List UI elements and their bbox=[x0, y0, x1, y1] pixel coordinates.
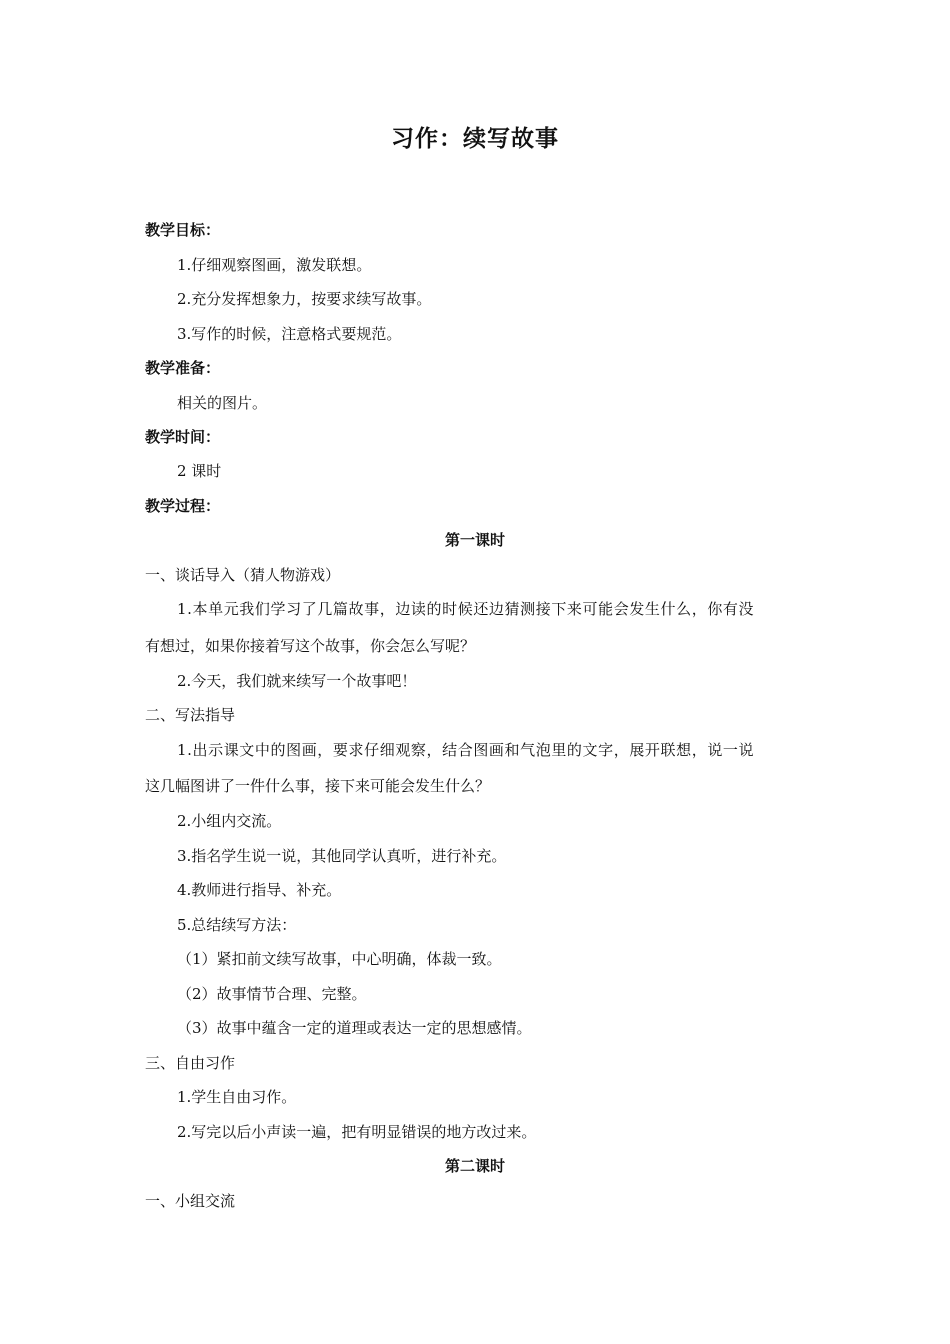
paragraph-line: 1.出示课文中的图画，要求仔细观察，结合图画和气泡里的文字，展开联想，说一说 bbox=[177, 741, 755, 759]
document-title: 习作：续写故事 bbox=[391, 126, 559, 152]
preparation-text: 相关的图片。 bbox=[177, 394, 268, 412]
paragraph-line: 4.教师进行指导、补充。 bbox=[177, 881, 342, 899]
section-heading: 三、自由习作 bbox=[145, 1054, 236, 1072]
preparation-heading: 教学准备： bbox=[145, 359, 221, 377]
section-heading: 一、小组交流 bbox=[145, 1192, 236, 1210]
paragraph-line: 1.本单元我们学习了几篇故事，边读的时候还边猜测接下来可能会发生什么，你有没 bbox=[177, 600, 755, 618]
time-heading: 教学时间： bbox=[145, 428, 221, 446]
paragraph-line: 2.今天，我们就来续写一个故事吧！ bbox=[177, 672, 417, 690]
method-item: （1）紧扣前文续写故事，中心明确，体裁一致。 bbox=[177, 950, 502, 968]
paragraph-line: 2.小组内交流。 bbox=[177, 812, 282, 830]
time-text: 2 课时 bbox=[177, 462, 222, 480]
lesson-1-heading: 第一课时 bbox=[444, 531, 505, 549]
objective-item: 1.仔细观察图画，激发联想。 bbox=[177, 256, 372, 274]
process-heading: 教学过程： bbox=[145, 497, 221, 515]
lesson-2-heading: 第二课时 bbox=[444, 1157, 505, 1175]
paragraph-line: 1.学生自由习作。 bbox=[177, 1088, 297, 1106]
paragraph-line: 2.写完以后小声读一遍，把有明显错误的地方改过来。 bbox=[177, 1123, 537, 1141]
method-item: （3）故事中蕴含一定的道理或表达一定的思想感情。 bbox=[177, 1019, 532, 1037]
objectives-heading: 教学目标： bbox=[145, 221, 221, 239]
paragraph-line: 有想过，如果你接着写这个故事，你会怎么写呢？ bbox=[145, 637, 476, 655]
section-heading: 一、谈话导入（猜人物游戏） bbox=[145, 566, 341, 584]
paragraph-line: 这几幅图讲了一件什么事，接下来可能会发生什么？ bbox=[145, 777, 491, 795]
section-heading: 二、写法指导 bbox=[145, 706, 236, 724]
objective-item: 2.充分发挥想象力，按要求续写故事。 bbox=[177, 290, 432, 308]
paragraph-line: 5.总结续写方法： bbox=[177, 916, 297, 934]
paragraph-line: 3.指名学生说一说，其他同学认真听，进行补充。 bbox=[177, 847, 507, 865]
method-item: （2）故事情节合理、完整。 bbox=[177, 985, 367, 1003]
objective-item: 3.写作的时候，注意格式要规范。 bbox=[177, 325, 402, 343]
